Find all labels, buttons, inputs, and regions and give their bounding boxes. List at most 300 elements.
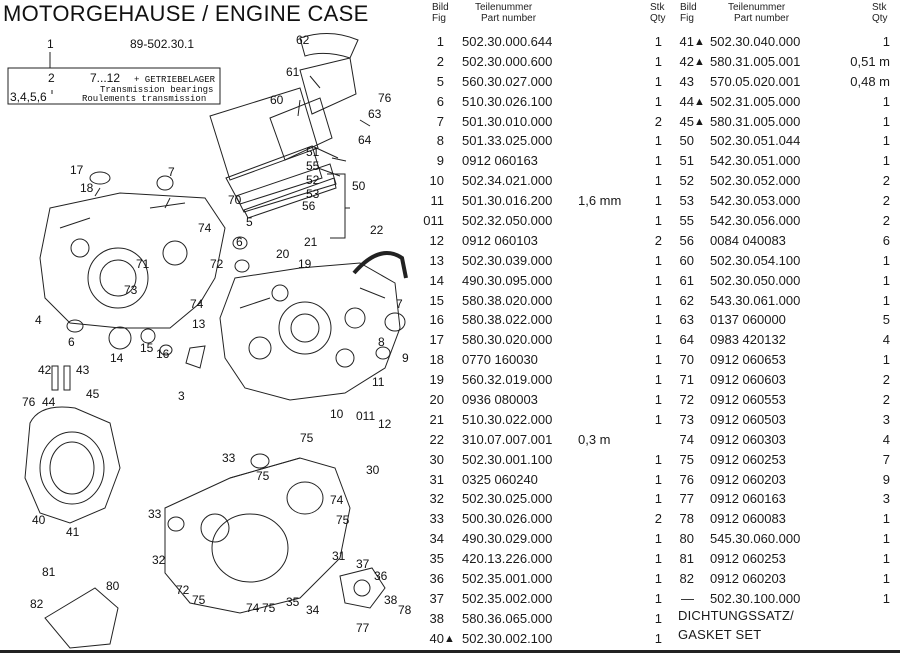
fig-number: 64 (679, 332, 694, 348)
table-row (420, 171, 668, 191)
fig-number: 17 (429, 332, 444, 348)
table-row (420, 72, 668, 92)
quantity: 1 (654, 551, 662, 567)
callout: 7 (396, 297, 403, 311)
parts-list-right (672, 32, 890, 609)
callout: 33 (148, 507, 162, 521)
table-row (420, 32, 668, 52)
table-row (672, 410, 890, 430)
fig-number: 1 (436, 34, 444, 49)
fig-number: 12 (429, 232, 444, 248)
legend-ref-range: 7...12 (90, 71, 121, 85)
part-number: 580.38.022.000 (462, 312, 553, 328)
part-number: 0770 160030 (462, 352, 538, 368)
quantity: 3 (882, 491, 890, 507)
quantity: 1 (882, 272, 890, 288)
legend-text-de: + GETRIEBELAGER (134, 75, 216, 85)
fig-number: 40 (429, 630, 444, 646)
table-row (672, 131, 890, 151)
fig-number: 70 (679, 352, 694, 368)
fig-number: 71 (679, 372, 694, 388)
fig-number: 63 (679, 312, 694, 328)
part-number: 580.31.005.000 (710, 113, 801, 129)
page-border (0, 650, 900, 653)
callout: 22 (370, 223, 384, 237)
callout: 38 (384, 593, 398, 607)
quantity: 4 (882, 332, 890, 348)
new-part-marker: ▲ (694, 95, 705, 108)
new-part-marker: ▲ (444, 632, 455, 645)
callout: 8 (378, 335, 385, 349)
fig-number: 41 (679, 34, 694, 49)
quantity: 2 (882, 372, 890, 388)
callout: 3 (178, 389, 185, 403)
callout: 31 (332, 549, 346, 563)
callout: 32 (152, 553, 166, 567)
table-row (672, 271, 890, 291)
callout: 77 (356, 621, 370, 635)
table-row (672, 430, 890, 450)
fig-number: 9 (436, 153, 444, 169)
quantity: 1 (882, 531, 890, 547)
callout: 19 (298, 257, 312, 271)
quantity: 1 (654, 252, 662, 268)
callout: 14 (110, 351, 124, 365)
quantity: 7 (882, 451, 890, 467)
parts-table-left (420, 2, 668, 649)
callout: 63 (368, 107, 382, 121)
table-row (672, 390, 890, 410)
callout: 80 (106, 579, 120, 593)
quantity: 5 (882, 312, 890, 328)
part-number: 501.30.016.200 (462, 193, 553, 209)
callout: 9 (402, 351, 409, 365)
col-part-de: Teilenummer (728, 2, 786, 13)
part-number: 570.05.020.001 (710, 73, 801, 89)
fig-number: 5 (436, 73, 444, 89)
part-number: 0912 060203 (710, 471, 786, 487)
new-part-marker: ▲ (694, 55, 705, 68)
table-row (672, 450, 890, 470)
col-qty-de: Stk (650, 2, 665, 13)
quantity: 1 (882, 352, 890, 368)
callout: 34 (306, 603, 320, 617)
table-row (420, 231, 668, 251)
quantity: 1 (654, 34, 662, 49)
callout: 12 (378, 417, 392, 431)
quantity: 1 (882, 34, 890, 49)
gasket-set-note (678, 606, 794, 644)
callout: 10 (330, 407, 344, 421)
part-number: 420.13.226.000 (462, 551, 553, 567)
quantity: 1 (654, 630, 662, 646)
callout: 76 (22, 395, 36, 409)
callout: 71 (136, 257, 150, 271)
fig-number: 72 (679, 392, 694, 408)
part-number: 502.35.001.000 (462, 571, 553, 587)
fig-number: 75 (679, 451, 694, 467)
part-number: 502.32.050.000 (462, 213, 553, 229)
part-number: 502.30.000.600 (462, 53, 553, 69)
length-value: 0,3 m (578, 431, 611, 447)
fig-number: 50 (679, 133, 694, 149)
quantity: 3 (882, 411, 890, 427)
fig-number: 15 (429, 292, 444, 308)
fig-number: 13 (429, 252, 444, 268)
quantity: 6 (882, 232, 890, 248)
table-row (420, 390, 668, 410)
callout: 74 (198, 221, 212, 235)
callout: 41 (66, 525, 80, 539)
new-part-marker: ▲ (694, 36, 705, 48)
table-row (420, 151, 668, 171)
quantity: 1 (654, 292, 662, 308)
gasket-note-en: GASKET SET (678, 627, 762, 642)
quantity: 4 (882, 431, 890, 447)
quantity: 1 (654, 93, 662, 109)
callout: 52 (306, 173, 320, 187)
table-row (672, 330, 890, 350)
part-number: 0912 060303 (710, 431, 786, 447)
fig-number: 34 (429, 531, 444, 547)
part-number: 502.30.025.000 (462, 491, 553, 507)
exploded-diagram (0, 28, 420, 654)
table-row (672, 112, 890, 132)
fig-number: 77 (679, 491, 694, 507)
part-number: 542.30.051.000 (710, 153, 801, 169)
part-number: 502.30.001.100 (462, 451, 553, 467)
table-row (420, 370, 668, 390)
fig-number: 43 (679, 73, 694, 89)
part-number: 490.30.095.000 (462, 272, 553, 288)
quantity: 1 (654, 53, 662, 69)
table-row (672, 569, 890, 589)
quantity: 1 (654, 352, 662, 368)
quantity: 1 (654, 153, 662, 169)
quantity: 2 (882, 213, 890, 229)
table-row (420, 350, 668, 370)
callout: 56 (302, 199, 316, 213)
fig-number: 30 (429, 451, 444, 467)
part-number: 502.31.005.000 (710, 93, 801, 109)
part-number: 0912 060603 (710, 372, 786, 388)
callout: 43 (76, 363, 90, 377)
fig-number: — (681, 590, 694, 606)
table-row (672, 549, 890, 569)
quantity: 1 (654, 272, 662, 288)
quantity: 2 (882, 392, 890, 408)
crank-bore (279, 302, 331, 354)
part-number: 0912 060163 (710, 491, 786, 507)
part-number: 580.36.065.000 (462, 610, 553, 626)
quantity: 1 (882, 153, 890, 169)
quantity: 1 (654, 531, 662, 547)
quantity: 1 (654, 193, 662, 209)
table-row (420, 470, 668, 490)
quantity: 1 (654, 392, 662, 408)
part-number: 0912 060253 (710, 451, 786, 467)
callout: 6 (236, 235, 243, 249)
fig-number: 18 (429, 352, 444, 368)
part-number: 0912 060653 (710, 352, 786, 368)
parts-list-left (420, 32, 668, 649)
callout: 21 (304, 235, 318, 249)
new-part-marker: ▲ (694, 115, 705, 128)
table-row (672, 211, 890, 231)
table-row (420, 609, 668, 629)
part-number: 0137 060000 (710, 312, 786, 328)
table-row (420, 330, 668, 350)
quantity: 1 (654, 590, 662, 606)
quantity: 1 (882, 571, 890, 587)
table-row (420, 92, 668, 112)
part-number: 0325 060240 (462, 471, 538, 487)
legend-ref-2: 2 (48, 71, 55, 85)
part-number: 502.30.040.000 (710, 34, 801, 49)
part-number: 0084 040083 (710, 232, 786, 248)
legend-text-en: Transmission bearings (100, 85, 214, 95)
fig-number: 10 (429, 173, 444, 189)
table-header (672, 2, 890, 32)
col-part-en: Part number (481, 13, 537, 24)
callout: 011 (356, 409, 376, 423)
callout: 13 (192, 317, 206, 331)
quantity: 1 (882, 93, 890, 109)
fig-number: 36 (429, 571, 444, 587)
col-part-de: Teilenummer (475, 2, 533, 13)
callout: 11 (372, 375, 385, 389)
quantity: 1 (882, 133, 890, 149)
quantity: 1 (654, 610, 662, 626)
quantity: 0,51 m (850, 53, 890, 69)
parts-table-right (672, 2, 890, 642)
table-row (420, 191, 668, 211)
quantity: 1 (654, 471, 662, 487)
part-number: 501.33.025.000 (462, 133, 553, 149)
fig-number: 6 (436, 93, 444, 109)
col-qty-en: Qty (872, 13, 888, 24)
table-row (672, 529, 890, 549)
fig-number: 56 (679, 232, 694, 248)
part-number: 502.30.100.000 (710, 590, 801, 606)
callout: 15 (140, 341, 154, 355)
table-header (420, 2, 668, 32)
diagram-svg (0, 28, 420, 654)
part-number: 580.38.020.000 (462, 292, 553, 308)
callout: 64 (358, 133, 372, 147)
callout: 20 (276, 247, 290, 261)
part-number: 502.30.054.100 (710, 252, 801, 268)
part-number: 0912 060203 (710, 571, 786, 587)
fig-number: 32 (429, 491, 444, 507)
col-qty-de: Stk (872, 2, 887, 13)
quantity: 2 (654, 232, 662, 248)
callout: 75 (256, 469, 270, 483)
table-row (420, 509, 668, 529)
part-number: 502.30.052.000 (710, 173, 801, 189)
callout: 30 (366, 463, 380, 477)
part-number: 545.30.060.000 (710, 531, 801, 547)
table-row (672, 310, 890, 330)
quantity: 1 (654, 213, 662, 229)
fig-number: 11 (430, 193, 444, 209)
fig-number: 38 (429, 610, 444, 626)
fig-number: 8 (436, 133, 444, 149)
part-number: 502.30.050.000 (710, 272, 801, 288)
fig-number: 14 (429, 272, 444, 288)
callout: 42 (38, 363, 52, 377)
quantity: 0,48 m (850, 73, 890, 89)
part-number: 542.30.056.000 (710, 213, 801, 229)
callout: 82 (30, 597, 44, 611)
bracket-80 (45, 588, 118, 648)
table-row (420, 291, 668, 311)
callout: 73 (124, 283, 138, 297)
legend-ref: 89-502.30.1 (130, 37, 195, 51)
legend-ref-3456: 3,4,5,6 (10, 90, 47, 104)
quantity: 9 (882, 471, 890, 487)
legend-ref-1: 1 (47, 37, 54, 51)
callout: 45 (86, 387, 100, 401)
callout: 6 (68, 335, 75, 349)
fig-number: 35 (429, 551, 444, 567)
quantity: 1 (654, 133, 662, 149)
fig-number: 73 (679, 411, 694, 427)
callout: 76 (378, 91, 392, 105)
part-number: 501.30.010.000 (462, 113, 553, 129)
legend-text-fr: Roulements transmission (82, 94, 207, 104)
table-row (420, 52, 668, 72)
part-number: 502.30.039.000 (462, 252, 553, 268)
fig-number: 62 (679, 292, 694, 308)
callout: 75 (192, 593, 206, 607)
quantity: 1 (654, 332, 662, 348)
part-number: 580.31.005.001 (710, 53, 801, 69)
quantity: 1 (882, 252, 890, 268)
fig-number: 51 (679, 153, 694, 169)
callout: 81 (42, 565, 56, 579)
quantity: 1 (654, 73, 662, 89)
callout: 55 (306, 159, 320, 173)
quantity: 1 (654, 411, 662, 427)
table-row (672, 489, 890, 509)
part-number: 502.30.000.644 (462, 34, 553, 49)
callout: 70 (228, 193, 242, 207)
part-number: 0912 060553 (710, 392, 786, 408)
callout: 60 (270, 93, 284, 107)
part-number: 560.32.019.000 (462, 372, 553, 388)
table-row (420, 211, 668, 231)
callout: 72 (176, 583, 190, 597)
reed-plate (210, 88, 318, 180)
part-number: 0936 080003 (462, 392, 538, 408)
callout: 75 (262, 601, 276, 615)
intake-flange (300, 58, 356, 114)
fig-number: 74 (679, 431, 694, 447)
part-number: 0983 420132 (710, 332, 786, 348)
callout: 74 (330, 493, 344, 507)
table-row (420, 271, 668, 291)
callout: 5 (246, 215, 253, 229)
table-row (420, 589, 668, 609)
fig-number: 44 (679, 93, 694, 109)
part-number: 502.34.021.000 (462, 173, 553, 189)
quantity: 2 (654, 113, 662, 129)
table-row (672, 171, 890, 191)
quantity: 2 (882, 173, 890, 189)
seal-14 (109, 327, 131, 349)
fig-number: 31 (429, 471, 444, 487)
fig-number: 2 (436, 53, 444, 69)
table-row (672, 509, 890, 529)
table-row (672, 350, 890, 370)
table-row (672, 72, 890, 92)
quantity: 1 (654, 312, 662, 328)
fig-number: 20 (429, 392, 444, 408)
length-value: 1,6 mm (578, 193, 622, 209)
col-fig-en: Fig (680, 13, 694, 24)
quantity: 1 (882, 292, 890, 308)
part-number: 502.30.002.100 (462, 630, 553, 646)
table-row (672, 291, 890, 311)
fig-number: 81 (679, 551, 694, 567)
fig-number: 42 (679, 53, 694, 69)
callout: 75 (300, 431, 314, 445)
part-number: 0912 060083 (710, 511, 786, 527)
callout: 16 (156, 347, 170, 361)
fig-number: 33 (429, 511, 444, 527)
col-fig-de: Bild (680, 2, 697, 13)
callout: 36 (374, 569, 388, 583)
table-row (420, 310, 668, 330)
quantity: 1 (654, 571, 662, 587)
callout: 44 (42, 395, 56, 409)
table-row (420, 549, 668, 569)
table-row (420, 450, 668, 470)
col-qty-en: Qty (650, 13, 666, 24)
quantity: 1 (654, 372, 662, 388)
callout: 53 (306, 187, 320, 201)
callout: 72 (210, 257, 224, 271)
part-number: 543.30.061.000 (710, 292, 801, 308)
fig-number: 011 (423, 213, 444, 229)
part-number: 0912 060103 (462, 232, 538, 248)
table-row (672, 470, 890, 490)
quantity: 1 (654, 491, 662, 507)
page-title: MOTORGEHAUSE / ENGINE CASE (3, 1, 369, 26)
table-row (420, 569, 668, 589)
col-fig-en: Fig (432, 13, 446, 24)
quantity: 1 (882, 551, 890, 567)
table-row (672, 251, 890, 271)
ignition-cover (25, 407, 120, 523)
table-row (420, 251, 668, 271)
fig-number: 7 (436, 113, 444, 129)
part-number: 0912 060163 (462, 153, 538, 169)
table-row (672, 231, 890, 251)
part-number: 502.30.051.044 (710, 133, 801, 149)
callout: 61 (286, 65, 300, 79)
table-row (672, 191, 890, 211)
callout: 33 (222, 451, 236, 465)
part-number: 510.30.022.000 (462, 411, 553, 427)
table-row (420, 430, 668, 450)
part-number: 500.30.026.000 (462, 511, 553, 527)
table-row (672, 370, 890, 390)
quantity: 1 (882, 113, 890, 129)
table-row (672, 52, 890, 72)
callout: 4 (35, 313, 42, 327)
